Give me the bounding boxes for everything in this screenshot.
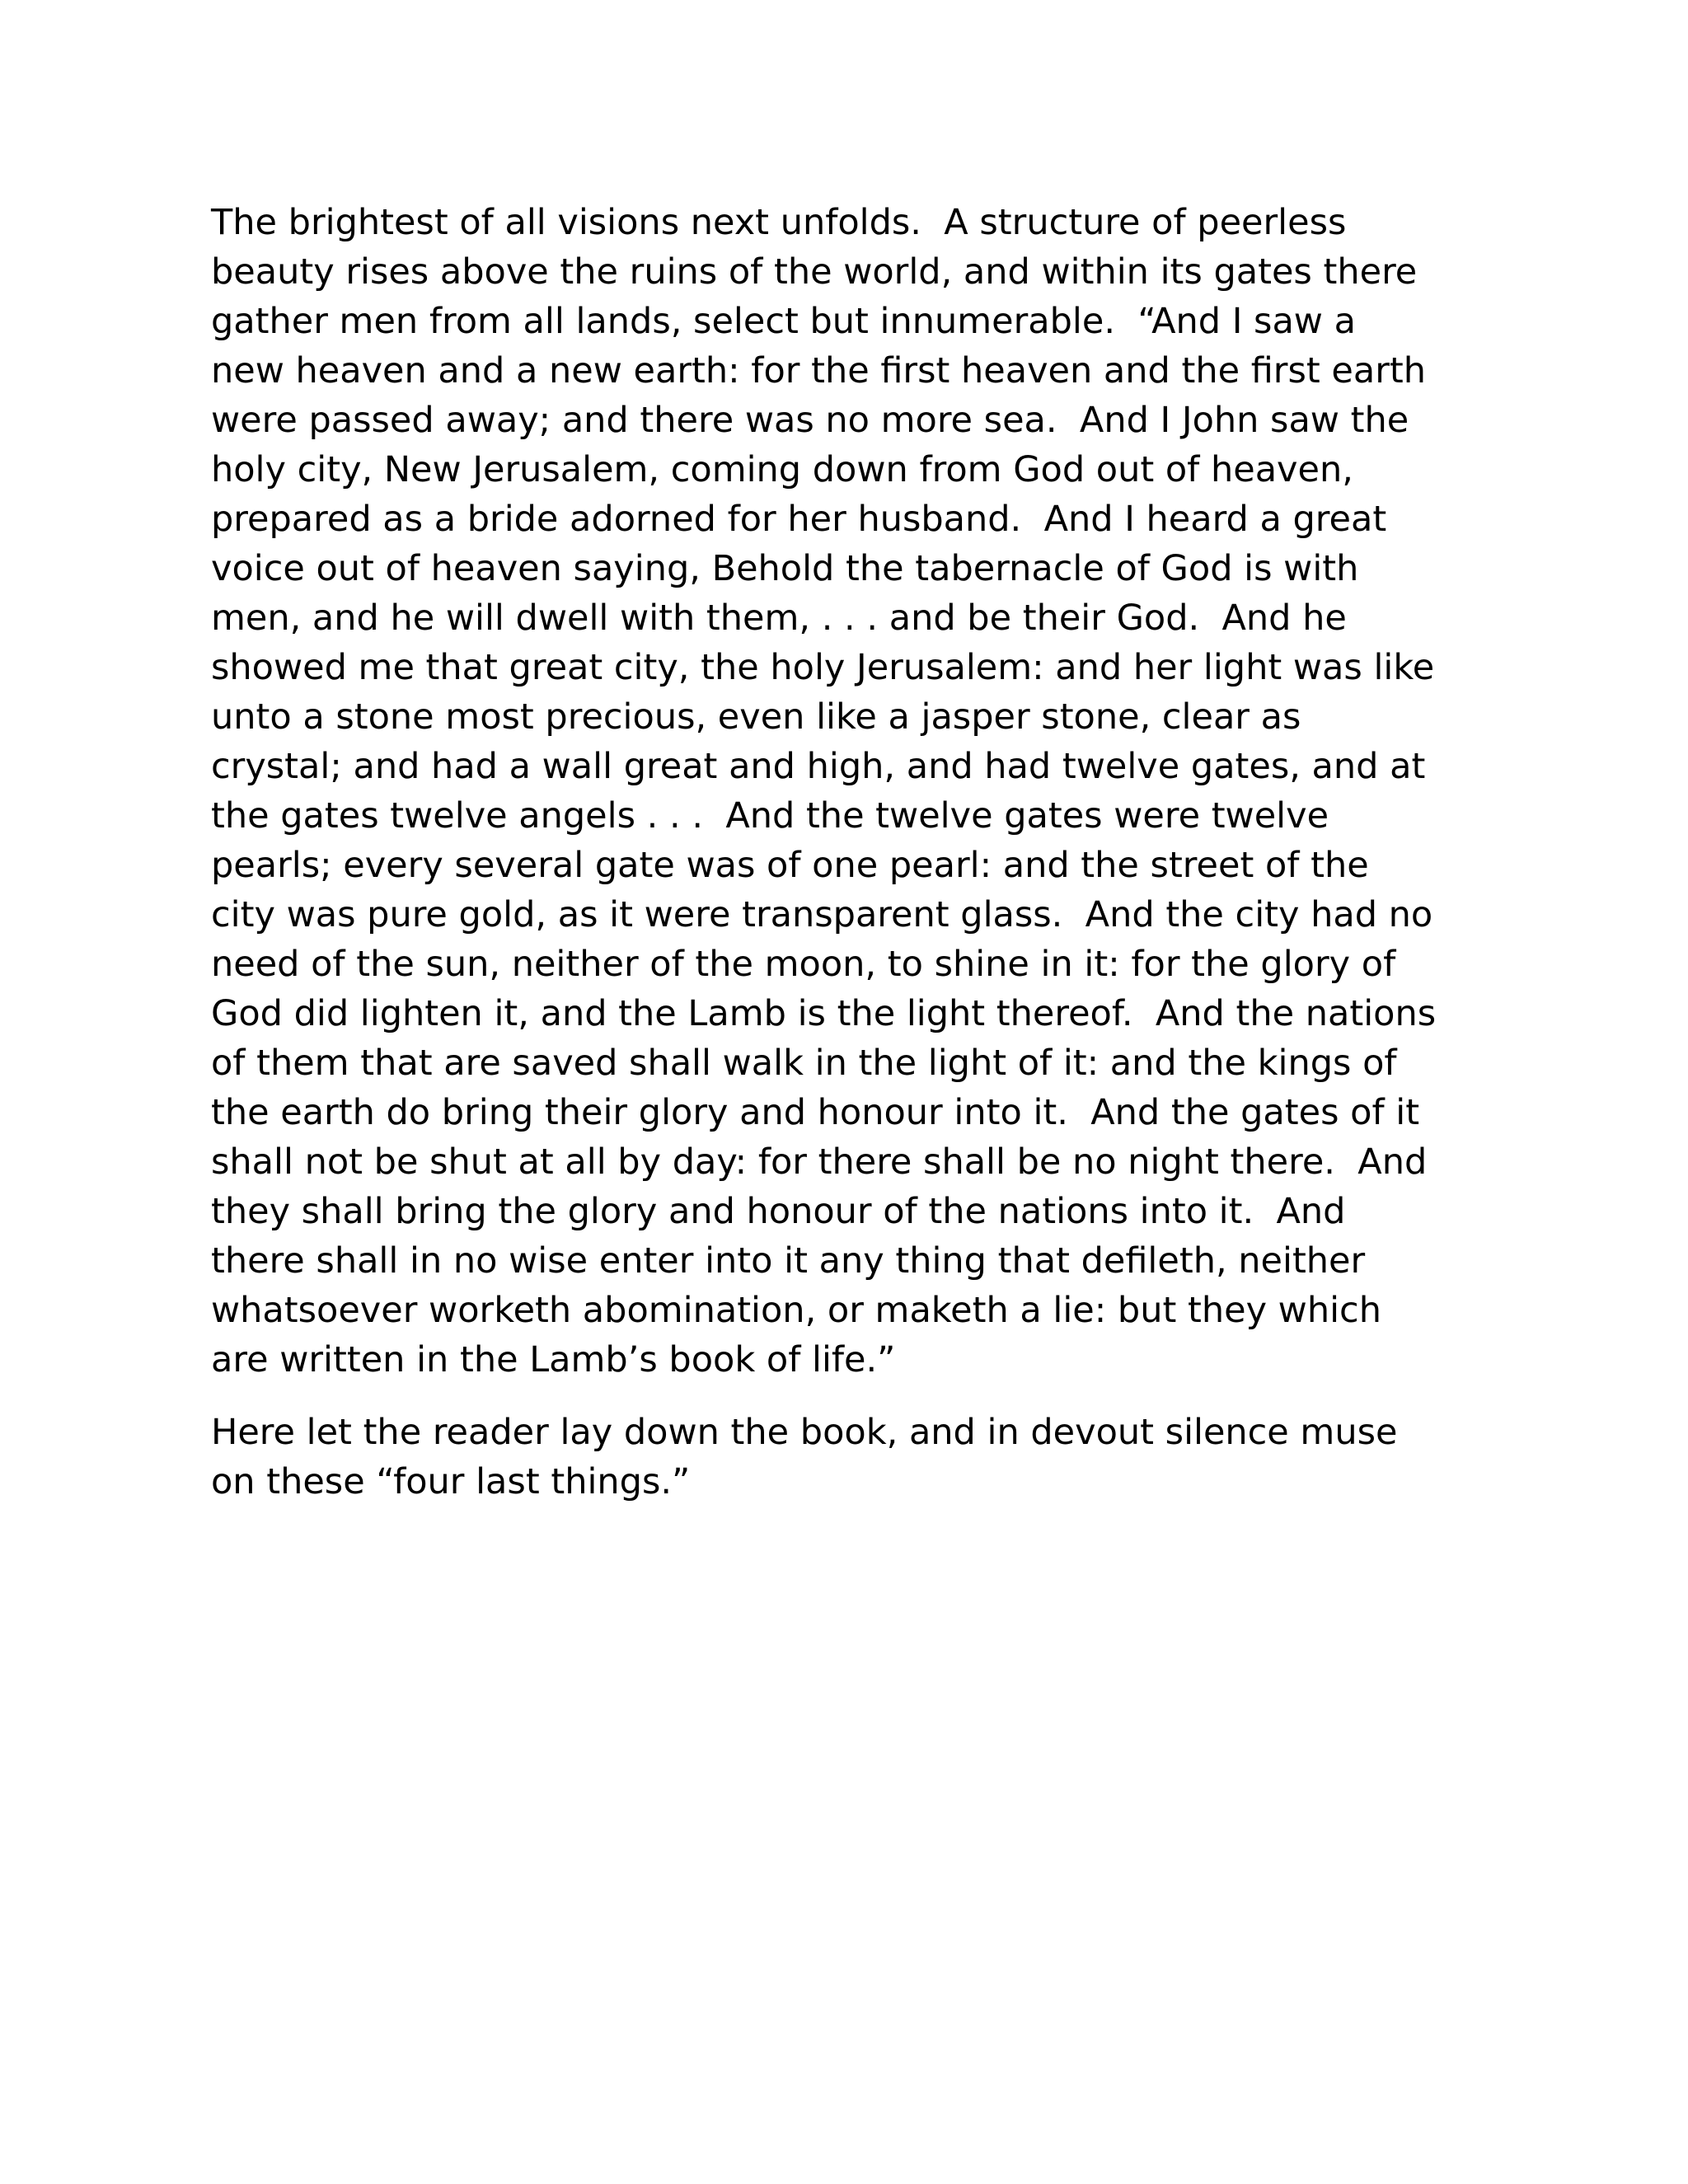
text-line: prepared as a bride adorned for her husband. And I heard a great <box>211 499 1387 540</box>
text-line: the earth do bring their glory and honour into it. And the gates of it <box>211 1092 1420 1133</box>
text-line: unto a stone most precious, even like a jasper stone, clear as <box>211 696 1301 738</box>
text-line: voice out of heaven saying, Behold the tabernacle of God is with <box>211 548 1359 589</box>
text-line: shall not be shut at all by day: for there shall be no night there. And <box>211 1141 1428 1183</box>
text-line: they shall bring the glory and honour of the nations into it. And <box>211 1191 1346 1232</box>
text-line: God did lighten it, and the Lamb is the light thereof. And the nations <box>211 993 1437 1034</box>
text-line: on these “four last things.” <box>211 1461 691 1502</box>
text-line: are written in the Lamb’s book of life.” <box>211 1339 896 1380</box>
text-line: need of the sun, neither of the moon, to shine in it: for the glory of <box>211 944 1396 985</box>
text-line: there shall in no wise enter into it any thing that defileth, neither <box>211 1240 1366 1282</box>
text-line: The brightest of all visions next unfolds. A structure of peerless <box>211 202 1347 243</box>
text-line: city was pure gold, as it were transparent glass. And the city had no <box>211 894 1433 935</box>
text-line: Here let the reader lay down the book, and in devout silence muse <box>211 1412 1398 1453</box>
text-line: were passed away; and there was no more sea. And I John saw the <box>211 400 1409 441</box>
text-line: new heaven and a new earth: for the first heaven and the first earth <box>211 350 1427 391</box>
text-line: showed me that great city, the holy Jerusalem: and her light was like <box>211 647 1435 688</box>
text-line: gather men from all lands, select but innumerable. “And I saw a <box>211 301 1356 342</box>
text-line: the gates twelve angels . . . And the twelve gates were twelve <box>211 795 1329 837</box>
text-line: whatsoever worketh abomination, or maketh a lie: but they which <box>211 1290 1381 1331</box>
paragraph-2 <box>211 1408 1497 1507</box>
text-body <box>211 198 1497 1507</box>
text-line: beauty rises above the ruins of the world, and within its gates there <box>211 251 1418 293</box>
paragraph-1 <box>211 198 1497 1385</box>
text-line: crystal; and had a wall great and high, and had twelve gates, and at <box>211 746 1426 787</box>
text-line: of them that are saved shall walk in the light of it: and the kings of <box>211 1043 1397 1084</box>
text-line: holy city, New Jerusalem, coming down from God out of heaven, <box>211 449 1353 490</box>
text-line: pearls; every several gate was of one pearl: and the street of the <box>211 845 1369 886</box>
text-line: men, and he will dwell with them, . . . and be their God. And he <box>211 598 1347 639</box>
